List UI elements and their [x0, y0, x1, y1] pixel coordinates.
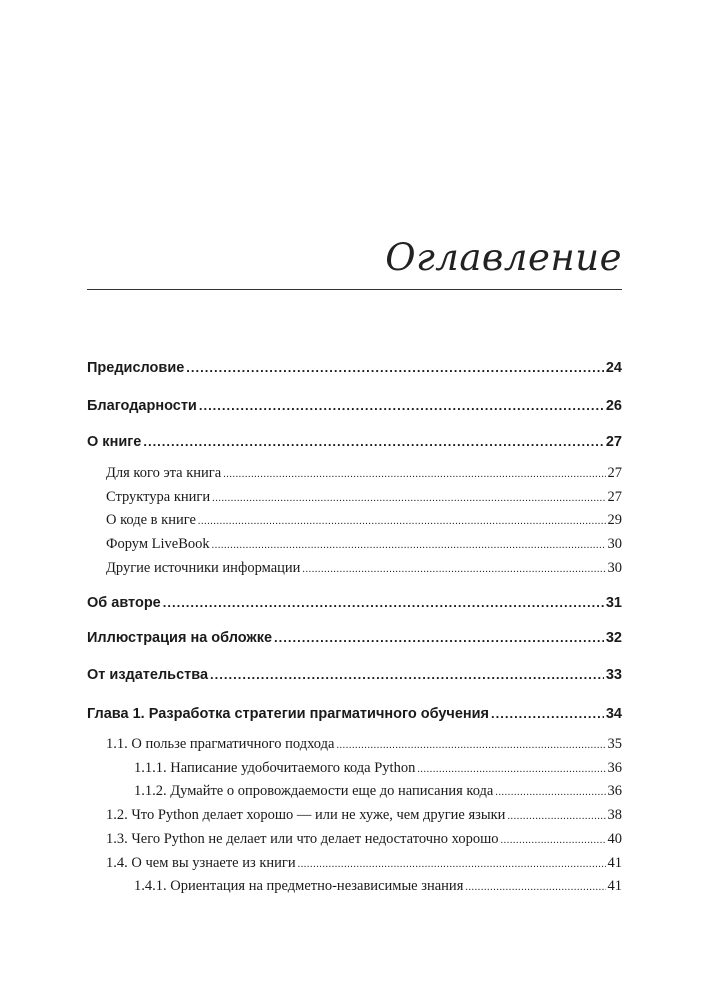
dot-leader — [417, 764, 605, 775]
dot-leader — [495, 787, 605, 798]
dot-leader — [507, 811, 605, 822]
toc-entry[interactable]: Форум LiveBook ..... 30 — [87, 536, 622, 553]
toc-entry[interactable]: 1.4. О чем вы узнаете из книги ..... 41 — [87, 855, 622, 872]
dot-leader — [302, 564, 605, 575]
dot-leader — [210, 667, 604, 682]
dot-leader — [223, 469, 605, 480]
dot-leader — [163, 595, 604, 610]
toc-entry[interactable]: 1.1.2. Думайте о опровождаемости еще до написания кода ..... 36 — [87, 783, 622, 800]
toc-entry[interactable]: Благодарности ..... 26 — [87, 398, 622, 414]
toc-entry[interactable]: 1.2. Что Python делает хорошо — или не хуже, чем другие языки ..... 38 — [87, 807, 622, 824]
dot-leader — [274, 630, 604, 645]
toc-entry[interactable]: От издательства ..... 33 — [87, 667, 622, 683]
toc-entry[interactable]: Структура книги ..... 27 — [87, 489, 622, 506]
toc-entry[interactable]: Предисловие ..... 24 — [87, 360, 622, 376]
dot-leader — [298, 859, 606, 870]
toc-entry[interactable]: О коде в книге ..... 29 — [87, 512, 622, 529]
dot-leader — [501, 835, 606, 846]
dot-leader — [199, 398, 604, 413]
page-title: Оглавление — [385, 236, 622, 279]
toc-entry[interactable]: Иллюстрация на обложке ..... 32 — [87, 630, 622, 646]
toc-entry[interactable]: 1.1. О пользе прагматичного подхода ..... 35 — [87, 736, 622, 753]
dot-leader — [212, 540, 606, 551]
toc-entry[interactable]: Об авторе ..... 31 — [87, 595, 622, 611]
dot-leader — [491, 706, 604, 721]
dot-leader — [186, 360, 604, 375]
toc-entry[interactable]: Другие источники информации ..... 30 — [87, 560, 622, 577]
toc-entry[interactable]: 1.4.1. Ориентация на предметно-независимые знания ..... 41 — [87, 878, 622, 895]
toc-entry[interactable]: 1.3. Чего Python не делает или что делает недостаточно хорошо ..... 40 — [87, 831, 622, 848]
dot-leader — [198, 516, 606, 527]
dot-leader — [465, 882, 605, 893]
table-of-contents — [87, 0, 622, 1001]
toc-entry[interactable]: Глава 1. Разработка стратегии прагматичного обучения ..... 34 — [87, 706, 622, 722]
toc-entry[interactable]: О книге ..... 27 — [87, 434, 622, 450]
toc-entry[interactable]: Для кого эта книга ..... 27 — [87, 465, 622, 482]
dot-leader — [212, 493, 605, 504]
toc-entry[interactable]: 1.1.1. Написание удобочитаемого кода Python ..... 36 — [87, 760, 622, 777]
dot-leader — [336, 740, 605, 751]
dot-leader — [143, 434, 604, 449]
